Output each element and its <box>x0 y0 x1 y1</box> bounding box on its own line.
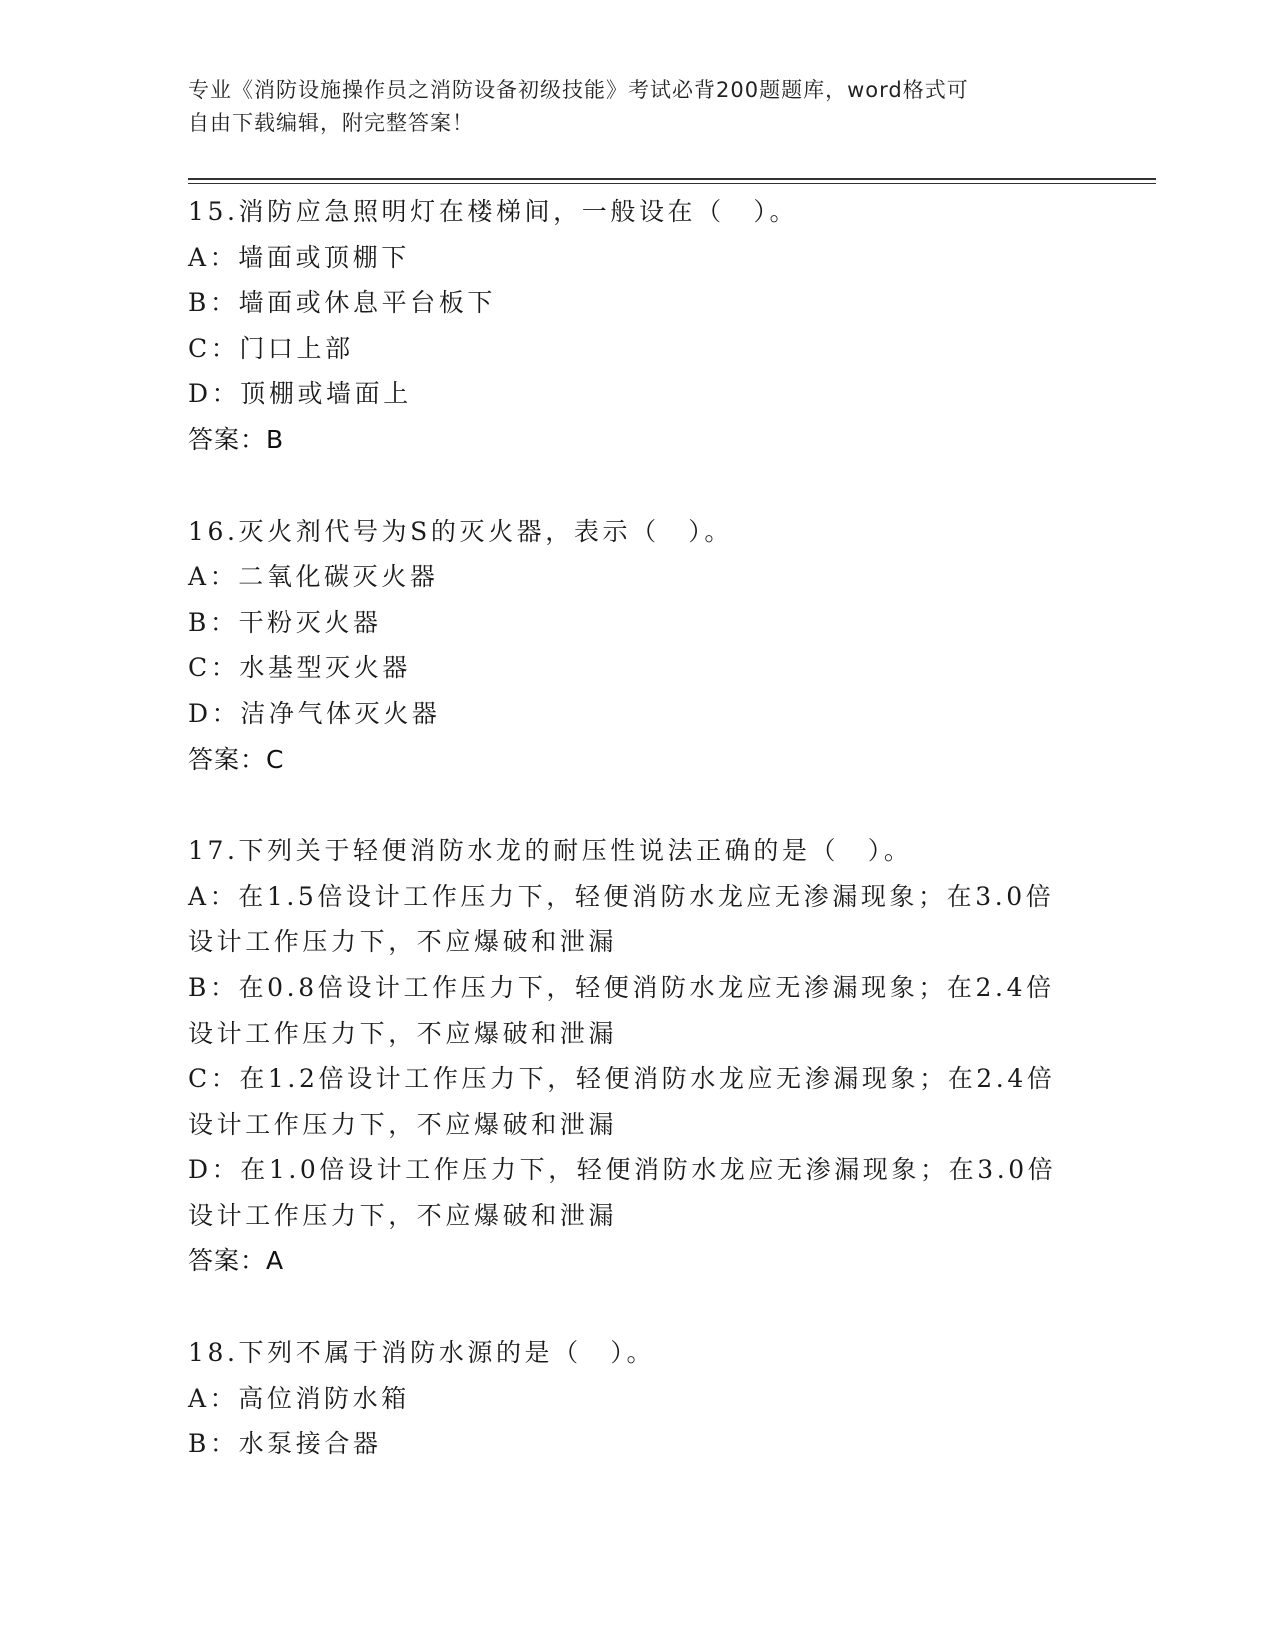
question-stem: 18.下列不属于消防水源的是（ ）。 <box>188 1338 656 1368</box>
option-c-line-1: C：在1.2倍设计工作压力下，轻便消防水龙应无渗漏现象；在2.4倍 <box>188 1064 1056 1094</box>
option-d: D：洁净气体灭火器 <box>188 698 441 728</box>
header-rule-thick <box>188 178 1156 180</box>
question-18 <box>188 1330 1088 1467</box>
option-a: A：高位消防水箱 <box>188 1383 410 1413</box>
option-b: B：水泵接合器 <box>188 1429 382 1459</box>
document-header <box>188 74 1068 140</box>
option-b: B：墙面或休息平台板下 <box>188 288 496 318</box>
question-stem: 16.灭火剂代号为S的灭火器，表示（ ）。 <box>188 516 733 546</box>
question-16 <box>188 509 1088 783</box>
question-15 <box>188 189 1088 463</box>
option-d: D：顶棚或墙面上 <box>188 379 412 409</box>
option-a: A：墙面或顶棚下 <box>188 242 410 272</box>
option-b: B：干粉灭火器 <box>188 607 382 637</box>
option-b-line-2: 设计工作压力下，不应爆破和泄漏 <box>188 1018 618 1048</box>
option-c: C：水基型灭火器 <box>188 653 411 683</box>
question-17 <box>188 828 1088 1284</box>
answer-line: 答案：B <box>188 424 285 454</box>
question-list <box>188 189 1088 1467</box>
option-b-line-1: B：在0.8倍设计工作压力下，轻便消防水龙应无渗漏现象；在2.4倍 <box>188 972 1055 1002</box>
option-d-line-2: 设计工作压力下，不应爆破和泄漏 <box>188 1200 618 1230</box>
answer-line: 答案：A <box>188 1246 285 1276</box>
option-a-line-2: 设计工作压力下，不应爆破和泄漏 <box>188 927 618 957</box>
header-rule-thin <box>188 183 1156 184</box>
option-c-line-2: 设计工作压力下，不应爆破和泄漏 <box>188 1109 618 1139</box>
question-stem: 15.消防应急照明灯在楼梯间，一般设在（ ）。 <box>188 197 799 226</box>
header-line-1: 专业《消防设施操作员之消防设备初级技能》考试必背200题题库，word格式可 <box>188 78 969 102</box>
header-line-2: 自由下载编辑，附完整答案！ <box>188 111 474 135</box>
option-c: C：门口上部 <box>188 333 354 363</box>
answer-line: 答案：C <box>188 744 285 774</box>
option-d-line-1: D：在1.0倍设计工作压力下，轻便消防水龙应无渗漏现象；在3.0倍 <box>188 1155 1057 1185</box>
option-a-line-1: A：在1.5倍设计工作压力下，轻便消防水龙应无渗漏现象；在3.0倍 <box>188 881 1055 911</box>
question-stem: 17.下列关于轻便消防水龙的耐压性说法正确的是（ ）。 <box>188 836 913 866</box>
option-a: A：二氧化碳灭火器 <box>188 562 439 592</box>
